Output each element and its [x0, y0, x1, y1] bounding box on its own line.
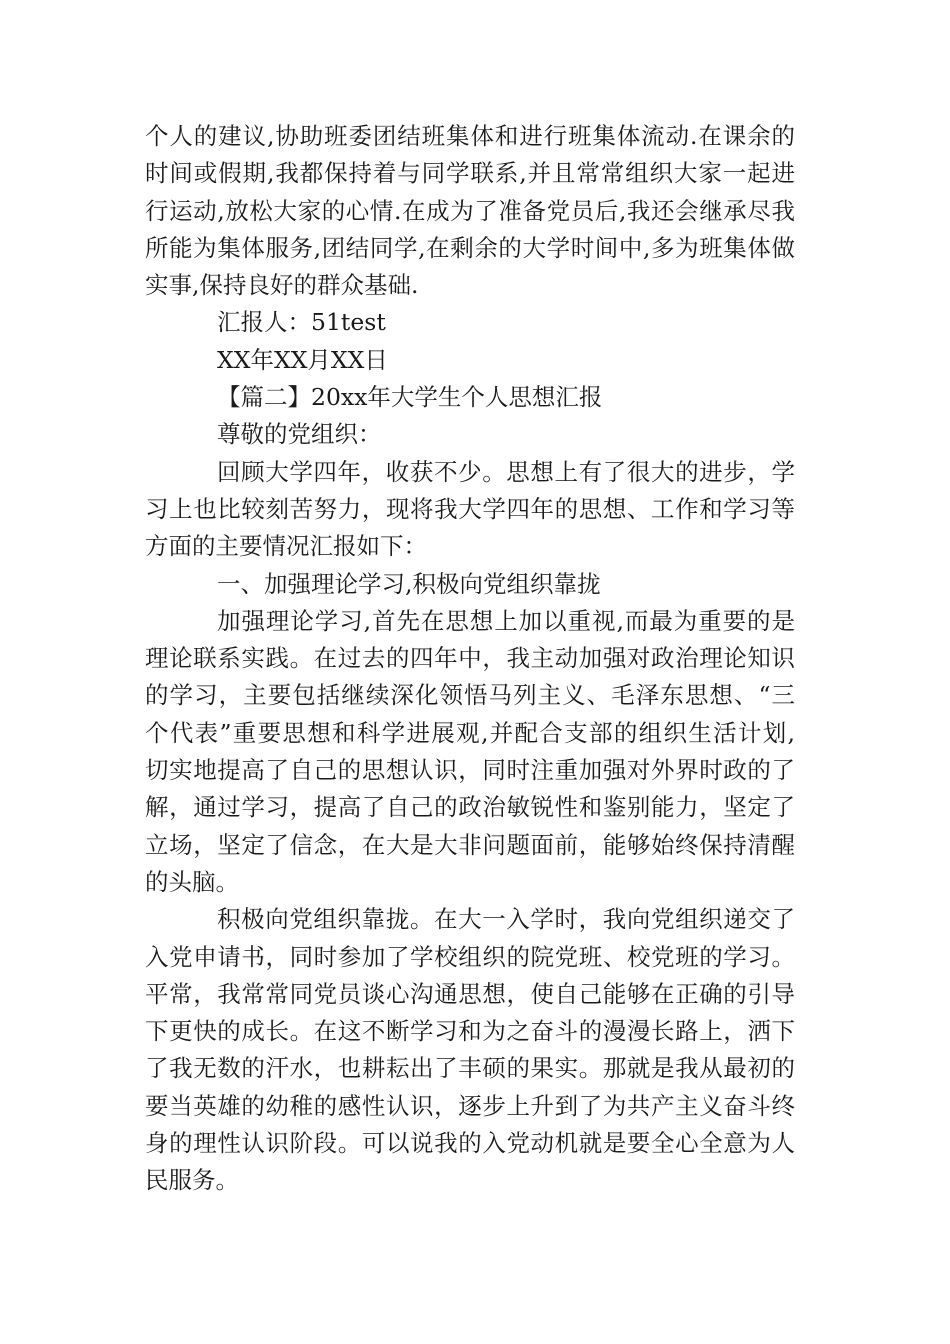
text-line: 的学习，主要包括继续深化领悟马列主义、毛泽东思想、“三	[145, 681, 795, 710]
paragraph-continuation	[145, 118, 795, 304]
paragraph-theory-study	[145, 603, 795, 901]
text-line: 积极向党组织靠拢。在大一入学时，我向党组织递交了	[217, 905, 795, 934]
reporter-signature: 汇报人：51test	[217, 308, 386, 337]
text-line: 要当英雄的幼稚的感性认识，逐步上升到了为共产主义奋斗终	[145, 1091, 795, 1120]
text-line: 解，通过学习，提高了自己的政治敏锐性和鉴别能力，坚定了	[145, 793, 795, 822]
text-line: 习上也比较刻苦努力，现将我大学四年的思想、工作和学习等	[145, 494, 795, 523]
text-line: 了我无数的汗水，也耕耘出了丰硕的果实。那就是我从最初的	[145, 1054, 795, 1083]
paragraph-approach-party	[145, 901, 795, 1199]
text-line: 立场，坚定了信念，在大是大非问题面前，能够始终保持清醒	[145, 830, 795, 859]
section-heading: 一、加强理论学习,积极向党组织靠拢	[217, 569, 601, 598]
text-line: 切实地提高了自己的思想认识，同时注重加强对外界时政的了	[145, 756, 795, 785]
text-line: 方面的主要情况汇报如下：	[145, 532, 427, 561]
text-line: 所能为集体服务,团结同学,在剩余的大学时间中,多为班集体做	[145, 233, 795, 262]
text-line: 回顾大学四年，收获不少。思想上有了很大的进步，学	[217, 457, 795, 486]
section-title: 【篇二】20xx年大学生个人思想汇报	[217, 383, 603, 412]
text-line: 平常，我常常同党员谈心沟通思想，使自己能够在正确的引导	[145, 979, 795, 1008]
text-line: 实事,保持良好的群众基础.	[145, 271, 419, 300]
text-line: 个代表”重要思想和科学进展观,并配合支部的组织生活计划,	[145, 718, 795, 747]
salutation: 尊敬的党组织：	[217, 420, 382, 449]
paragraph-intro	[145, 454, 795, 566]
text-line: 的头脑。	[145, 867, 239, 896]
report-date: XX年XX月XX日	[217, 345, 388, 374]
text-line: 行运动,放松大家的心情.在成为了准备党员后,我还会继承尽我	[145, 196, 795, 225]
text-line: 民服务。	[145, 1166, 239, 1195]
document-page	[145, 118, 795, 1200]
text-line: 加强理论学习,首先在思想上加以重视,而最为重要的是	[217, 606, 795, 635]
text-line: 入党申请书，同时参加了学校组织的院党班、校党班的学习。	[145, 942, 795, 971]
text-line: 个人的建议,协助班委团结班集体和进行班集体流动.在课余的	[145, 122, 795, 150]
text-line: 身的理性认识阶段。可以说我的入党动机就是要全心全意为人	[145, 1129, 795, 1158]
text-line: 理论联系实践。在过去的四年中，我主动加强对政治理论知识	[145, 644, 795, 673]
text-line: 下更快的成长。在这不断学习和为之奋斗的漫漫长路上，洒下	[145, 1017, 795, 1046]
text-line: 时间或假期,我都保持着与同学联系,并且常常组织大家一起进	[145, 159, 795, 188]
